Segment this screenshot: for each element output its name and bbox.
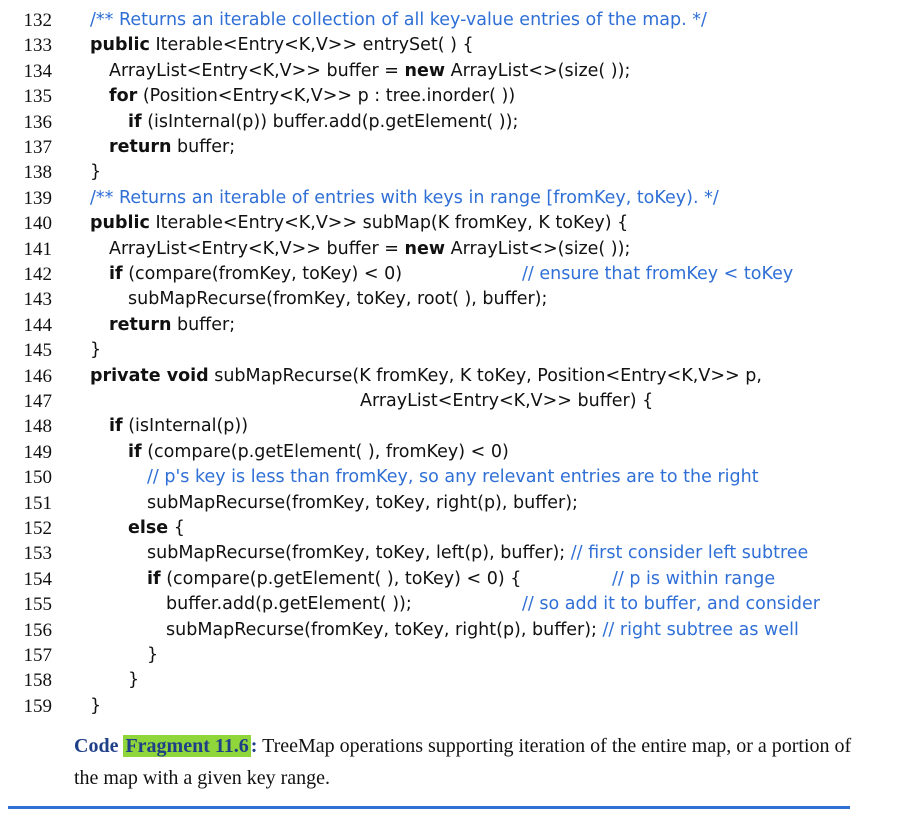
code-comment: // p's key is less than fromKey, so any relevant entries are to the right [147,467,759,488]
code-text [128,668,139,693]
line-number: 150 [23,467,52,489]
line-number: 134 [23,60,52,82]
code-token: (compare(fromKey, toKey) < 0) [122,264,403,284]
line-number: 152 [23,518,52,539]
code-keyword: public [90,35,150,56]
line-number: 132 [23,10,52,31]
code-text [109,414,248,439]
code-text [109,135,235,160]
code-text [90,338,101,363]
line-number: 147 [23,391,52,412]
code-token: subMapRecurse(K fromKey, K toKey, Position<Entry<K,V>> p, [208,365,762,386]
code-text [128,287,547,312]
caption-fragment-number: Fragment 11.6 [125,735,249,757]
code-keyword: return [109,137,172,157]
code-line [0,84,900,109]
code-keyword: new [404,60,446,81]
code-text [128,440,509,465]
code-comment: /** Returns an iterable of entries with keys in range [fromKey, toKey). */ [90,187,719,208]
code-token: buffer.add(p.getElement( )); [166,594,412,615]
line-number: 145 [23,340,52,362]
code-comment: // right subtree as well [602,619,799,640]
line-number: 140 [23,213,52,235]
code-text [109,262,402,287]
code-token: (isInternal(p)) buffer.add(p.getElement( )); [141,111,519,132]
code-keyword: for [109,86,138,107]
code-keyword: private void [90,365,209,386]
code-keyword: if [147,568,161,589]
code-token: } [90,695,102,716]
line-number: 157 [23,645,52,666]
code-text [147,491,578,516]
code-token: subMapRecurse(fromKey, toKey, right(p), buffer); [166,619,603,640]
line-number: 141 [23,238,52,260]
line-number: 135 [23,86,52,108]
code-text [147,643,158,668]
code-keyword: public [90,213,150,234]
code-text [109,84,515,109]
code-keyword: if [109,264,123,284]
code-token: buffer; [171,314,236,335]
code-token: (compare(p.getElement( ), toKey) < 0) { [160,568,522,589]
code-text [90,364,762,389]
code-token: (Position<Entry<K,V>> p : tree.inorder( )) [137,86,516,107]
code-token: buffer; [171,137,236,157]
line-number: 153 [23,543,52,565]
code-keyword: if [128,111,142,132]
code-keyword: if [109,416,123,437]
code-line [0,262,900,287]
code-token: } [90,340,102,361]
code-line [0,8,900,33]
line-number: 149 [23,441,52,463]
code-token: { [168,518,185,538]
line-number: 139 [23,187,52,209]
code-line [0,313,900,338]
code-keyword: else [128,518,169,538]
code-line [0,211,900,236]
code-token: Iterable<Entry<K,V>> subMap(K fromKey, K toKey) { [149,213,629,234]
code-text [90,211,628,236]
line-number: 151 [23,492,52,514]
code-text [109,313,235,338]
code-comment: /** Returns an iterable collection of all key-value entries of the map. */ [90,10,707,30]
code-line [0,287,900,312]
code-line [0,567,900,592]
code-line [0,668,900,693]
caption-label: Code [74,735,119,757]
code-text [360,389,653,414]
code-text [109,237,630,262]
caption-colon: : [250,735,258,757]
code-line [0,618,900,643]
code-text [90,160,101,185]
code-token: ArrayList<Entry<K,V>> buffer = [109,238,405,259]
code-line [0,338,900,363]
line-number: 138 [23,162,52,184]
code-token: subMapRecurse(fromKey, toKey, root( ), buffer); [128,289,548,310]
code-text [90,8,707,33]
code-token: ArrayList<Entry<K,V>> buffer = [109,60,405,81]
line-number: 158 [23,670,52,692]
code-line [0,541,900,566]
line-number: 159 [23,695,52,717]
code-token: } [90,162,102,183]
code-token: ArrayList<>(size( )); [445,60,631,81]
code-text [90,694,101,719]
code-text [90,186,719,211]
code-text [166,592,412,617]
line-number: 137 [23,137,52,158]
code-line [0,59,900,84]
line-number: 154 [23,568,52,590]
code-text [128,516,185,541]
code-text [109,59,630,84]
code-line [0,414,900,439]
code-text [128,110,518,135]
bottom-rule [8,806,850,809]
code-keyword: return [109,314,172,335]
line-number: 136 [23,111,52,133]
code-text [90,33,474,58]
code-line [0,33,900,58]
line-number: 148 [23,416,52,438]
code-line [0,237,900,262]
code-line [0,389,900,414]
code-line [0,186,900,211]
code-line [0,516,900,541]
code-token: ArrayList<Entry<K,V>> buffer) { [360,391,654,411]
code-keyword: new [404,238,446,259]
code-line [0,592,900,617]
line-number: 144 [23,314,52,336]
code-token: Iterable<Entry<K,V>> entrySet( ) { [149,35,474,56]
code-line [0,440,900,465]
line-number: 133 [23,35,52,57]
code-token: subMapRecurse(fromKey, toKey, left(p), buffer); [147,543,571,564]
code-line [0,491,900,516]
line-number: 156 [23,619,52,641]
line-number: 143 [23,289,52,311]
code-token: } [128,670,140,691]
code-line [0,110,900,135]
line-number: 146 [23,365,52,387]
code-keyword: if [128,441,142,462]
code-token: ArrayList<>(size( )); [445,238,631,259]
code-caption [74,730,864,794]
code-token: } [147,645,159,665]
code-line [0,364,900,389]
code-text [147,465,759,490]
code-line [0,643,900,668]
code-token: (isInternal(p)) [122,416,249,437]
code-text [147,567,521,592]
code-line [0,135,900,160]
code-token: (compare(p.getElement( ), fromKey) < 0) [141,441,509,462]
code-text [147,541,808,566]
code-text [166,618,799,643]
code-line [0,465,900,490]
code-token: subMapRecurse(fromKey, toKey, right(p), buffer); [147,492,578,513]
code-comment: // first consider left subtree [570,543,809,564]
caption-text: TreeMap operations supporting iteration of the entire map, or a portion of the map with a given key range. [74,735,852,789]
code-comment: // ensure that fromKey < toKey [522,264,794,284]
code-comment: // so add it to buffer, and consider [522,594,820,615]
line-number: 155 [23,594,52,616]
code-line [0,160,900,185]
code-comment: // p is within range [612,568,776,589]
code-line [0,694,900,719]
line-number: 142 [23,264,52,285]
